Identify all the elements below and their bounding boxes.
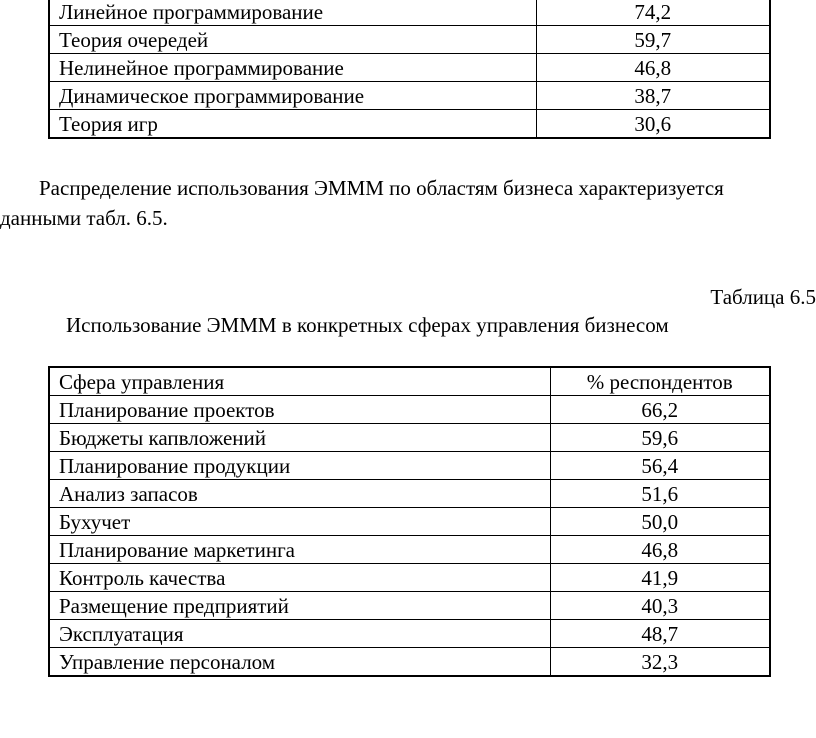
table-row	[49, 452, 770, 480]
row-value: 74,2	[536, 0, 770, 26]
row-name: Размещение предприятий	[49, 592, 550, 620]
row-name: Нелинейное программирование	[49, 54, 536, 82]
table-row	[49, 620, 770, 648]
table-row	[49, 564, 770, 592]
header-col-2: % респондентов	[550, 367, 770, 396]
main-table	[48, 366, 771, 677]
table-row	[49, 110, 770, 139]
header-col-1: Сфера управления	[49, 367, 550, 396]
row-value: 30,6	[536, 110, 770, 139]
row-value: 59,7	[536, 26, 770, 54]
row-value: 38,7	[536, 82, 770, 110]
table-label: Таблица 6.5	[710, 285, 816, 309]
table-row	[49, 82, 770, 110]
row-name: Управление персоналом	[49, 648, 550, 677]
row-name: Планирование продукции	[49, 452, 550, 480]
table-title: Использование ЭММM в конкретных сферах управления бизнесом	[66, 313, 669, 337]
paragraph-line-1: Распределение использования ЭММM по областям бизнеса характеризуется	[39, 176, 724, 200]
row-name: Бюджеты капвложений	[49, 424, 550, 452]
table-row	[49, 54, 770, 82]
table-row	[49, 536, 770, 564]
row-name: Планирование проектов	[49, 396, 550, 424]
row-value: 50,0	[550, 508, 770, 536]
table-row	[49, 480, 770, 508]
row-name: Планирование маркетинга	[49, 536, 550, 564]
row-name: Теория игр	[49, 110, 536, 139]
row-value: 66,2	[550, 396, 770, 424]
table-row	[49, 424, 770, 452]
row-name: Эксплуатация	[49, 620, 550, 648]
top-table-body	[49, 0, 770, 138]
row-name: Бухучет	[49, 508, 550, 536]
row-value: 40,3	[550, 592, 770, 620]
table-row	[49, 396, 770, 424]
row-name: Линейное программирование	[49, 0, 536, 26]
row-name: Контроль качества	[49, 564, 550, 592]
row-value: 59,6	[550, 424, 770, 452]
row-value: 46,8	[550, 536, 770, 564]
table-row	[49, 0, 770, 26]
row-value: 46,8	[536, 54, 770, 82]
row-name: Теория очередей	[49, 26, 536, 54]
row-value: 48,7	[550, 620, 770, 648]
table-header-row	[49, 367, 770, 396]
row-value: 51,6	[550, 480, 770, 508]
paragraph-line-2: данными табл. 6.5.	[0, 206, 168, 230]
table-row	[49, 26, 770, 54]
row-name: Динамическое программирование	[49, 82, 536, 110]
main-table-body	[49, 367, 770, 676]
row-name: Анализ запасов	[49, 480, 550, 508]
table-row	[49, 508, 770, 536]
table-row	[49, 648, 770, 677]
row-value: 41,9	[550, 564, 770, 592]
top-table	[48, 0, 771, 139]
table-row	[49, 592, 770, 620]
row-value: 32,3	[550, 648, 770, 677]
row-value: 56,4	[550, 452, 770, 480]
